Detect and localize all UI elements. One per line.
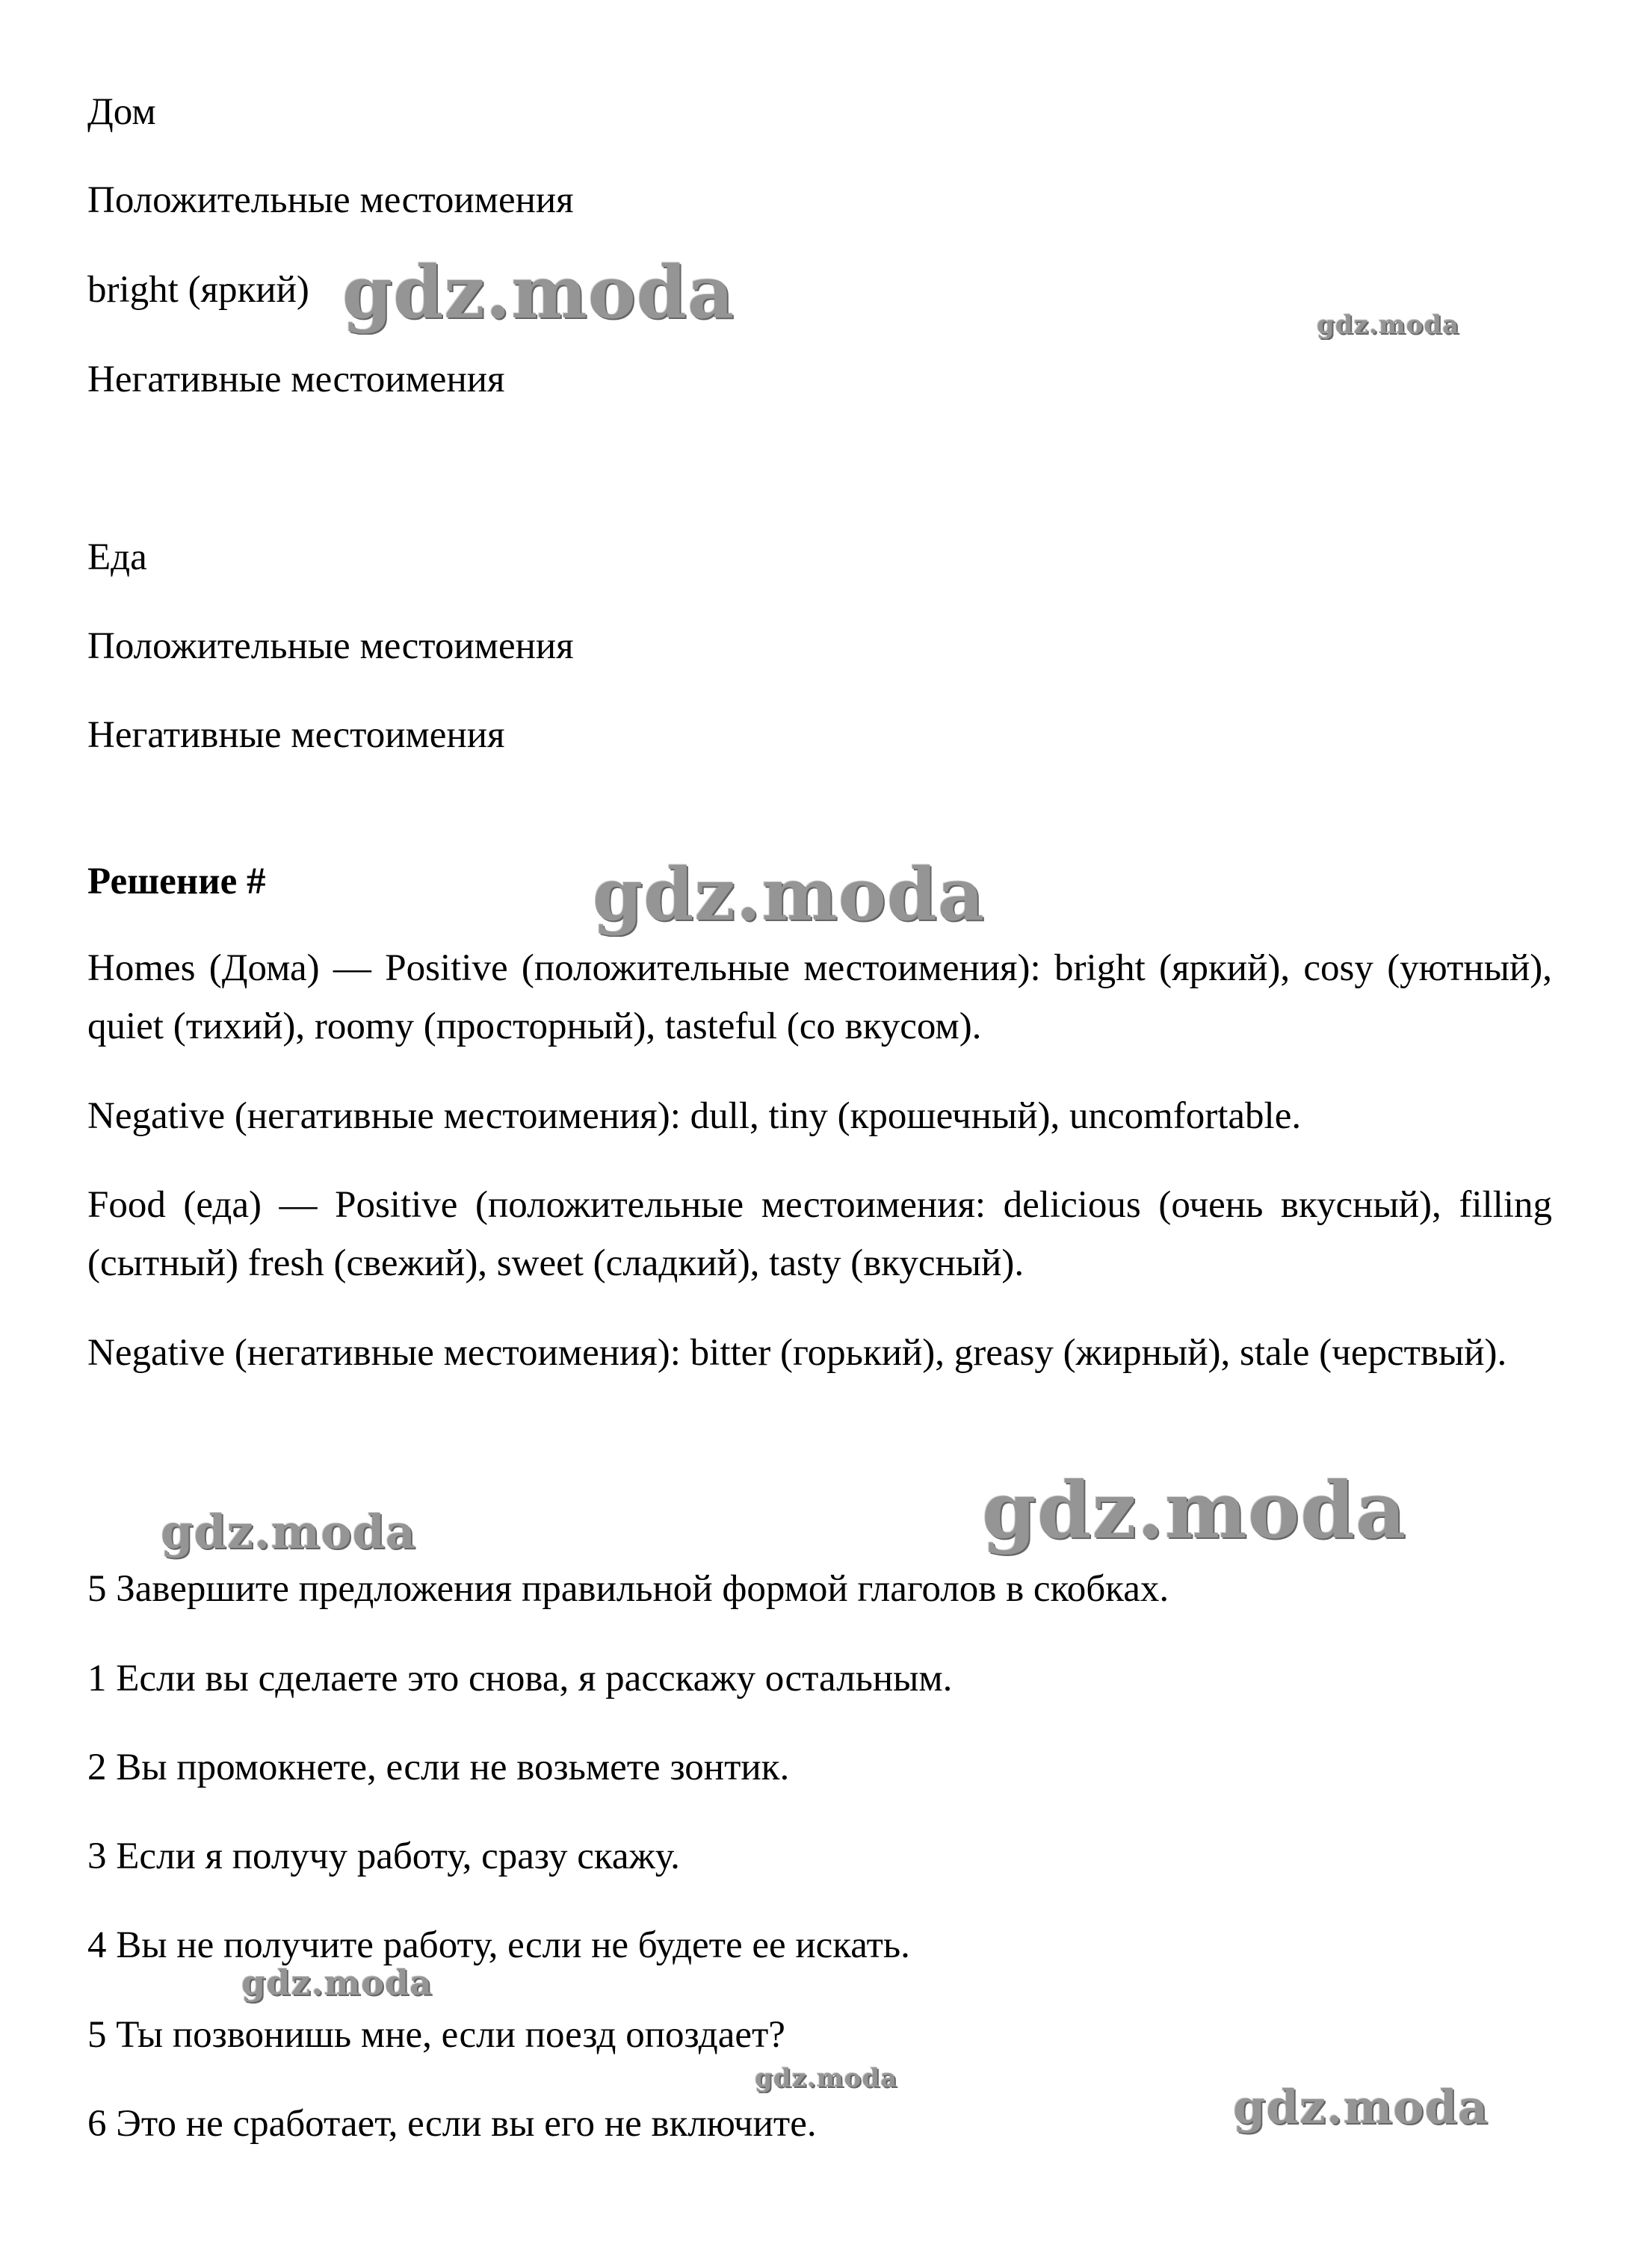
watermark-logo: gdz.moda [342,250,735,335]
food-positive-label: Положительные местоимения [87,625,574,667]
solution-paragraph-homes-positive: Homes (Дома) — Positive (положительные местоимения): bright (яркий), cosy (уютный), quiet (тихий), roomy (просторный), tasteful (со вкусом). [87,947,1552,1047]
exercise-5-title: 5 Завершите предложения правильной формой глаголов в скобках. [87,1568,1169,1610]
watermark-logo: gdz.moda [982,1464,1407,1556]
watermark-logo: gdz.moda [241,1962,433,2003]
exercise-5-item-5: 5 Ты позвонишь мне, если поезд опоздает? [87,2014,785,2056]
exercise-5-item-1: 1 Если вы сделаете это снова, я расскажу остальным. [87,1658,953,1700]
food-negative-label: Негативные местоимения [87,714,505,756]
food-title: Еда [87,536,147,578]
watermark-logo: gdz.moda [593,852,986,937]
exercise-5-item-3: 3 Если я получу работу, сразу скажу. [87,1835,680,1877]
solution-paragraph-homes-negative: Negative (негативные местоимения): dull, tiny (крошечный), uncomfortable. [87,1095,1302,1137]
home-example: bright (яркий) [87,269,309,311]
watermark-logo: gdz.moda [755,2063,898,2093]
solution-paragraph-food-positive: Food (еда) — Positive (положительные местоимения: delicious (очень вкусный), filling (сытный) fresh (свежий), sweet (сладкий), tasty (вкусный). [87,1184,1552,1284]
exercise-5-item-2: 2 Вы промокнете, если не возьмете зонтик. [87,1747,790,1788]
watermark-logo: gdz.moda [1233,2080,1489,2134]
home-positive-label: Положительные местоимения [87,179,574,221]
solution-paragraph-food-negative: Negative (негативные местоимения): bitter (горький), greasy (жирный), stale (черствый). [87,1332,1507,1374]
watermark-logo: gdz.moda [1317,310,1460,340]
home-negative-label: Негативные местоимения [87,359,505,400]
solution-heading: Решение # [87,861,266,902]
exercise-5-item-6: 6 Это не сработает, если вы его не включите. [87,2103,817,2145]
watermark-logo: gdz.moda [161,1505,416,1559]
exercise-5-item-4: 4 Вы не получите работу, если не будете ее искать. [87,1924,910,1966]
home-title: Дом [87,91,156,133]
